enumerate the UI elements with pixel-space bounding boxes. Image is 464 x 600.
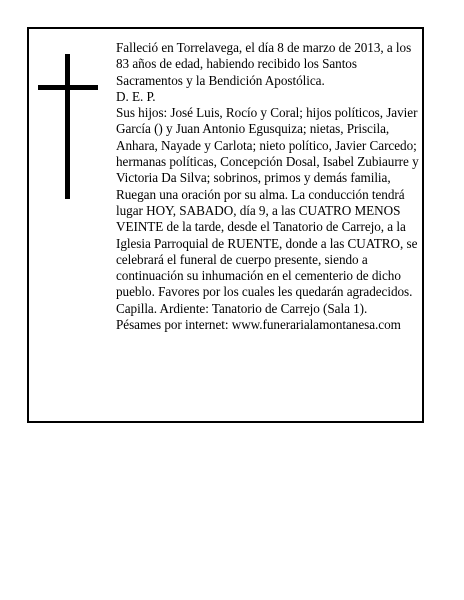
condolences-line: Pésames por internet: www.funerarialamontanesa.com: [116, 317, 401, 333]
death-announcement: Falleció en Torrelavega, el día 8 de marzo de 2013, a los 83 años de edad, habiendo recibido los Santos Sacramentos y la Bendición Apostólica.: [116, 40, 412, 88]
rip-line: D. E. P.: [116, 88, 156, 104]
family-list: Sus hijos: José Luis, Rocío y Coral; hijos políticos, Javier García () y Juan Antonio Egusquiza; nietas, Priscila, Anhara, Nayade y Carlota; nieto político, Javier Carcedo; hermanas políticas, Concepción Dosal, Isabel Zubiaurre y Victoria Da Silva; sobrinos, primos y demás familia,: [116, 105, 419, 186]
obituary-notice: [27, 27, 424, 423]
cross-icon: [38, 54, 98, 199]
cross-horizontal-bar: [38, 85, 98, 90]
funeral-details: Ruegan una oración por su alma. La conducción tendrá lugar HOY, SABADO, día 9, a las CUATRO MENOS VEINTE de la tarde, desde el Tanatorio de Carrejo, a la Iglesia Parroquial de RUENTE, donde a las CUATRO, se celebrará el funeral de cuerpo presente, siendo a continuación su inhumación en el cementerio de dicho pueblo. Favores por los cuales les quedarán agradecidos. Capilla. Ardiente: Tanatorio de Carrejo (Sala 1).: [116, 186, 418, 316]
cross-vertical-bar: [65, 54, 70, 199]
notice-text: [116, 40, 421, 333]
